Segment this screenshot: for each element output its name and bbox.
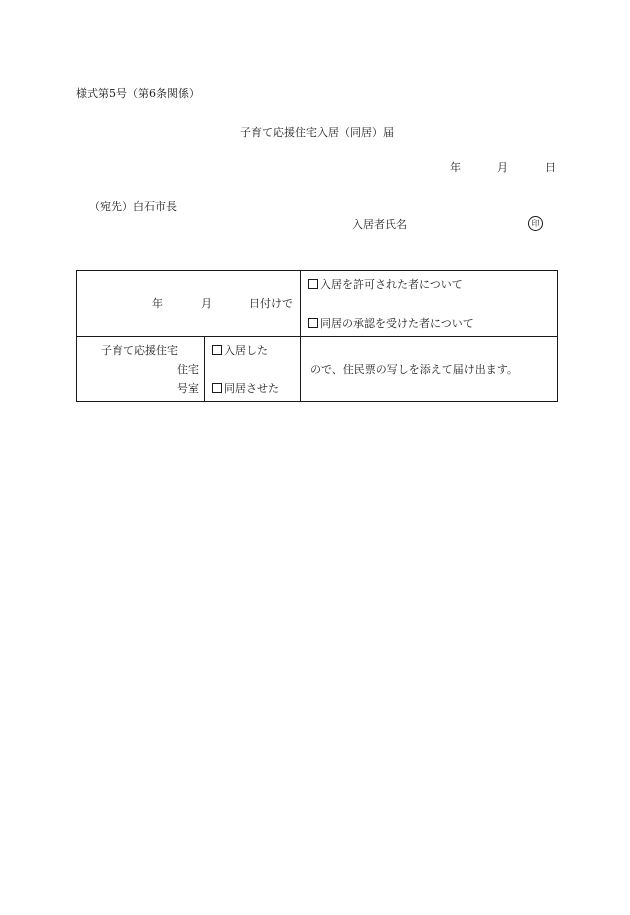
- date-day-label: 日: [545, 161, 556, 174]
- option-approved[interactable]: [308, 317, 474, 330]
- table-row-date: [77, 271, 558, 337]
- date-year-label: 年: [450, 161, 461, 174]
- permit-day-label: 日付けで: [249, 297, 293, 310]
- permit-year-label: 年: [152, 297, 163, 310]
- checkbox-icon[interactable]: [308, 318, 318, 328]
- permit-month-label: 月: [201, 297, 212, 310]
- checkbox-icon[interactable]: [308, 279, 318, 289]
- option-cohabit[interactable]: [212, 382, 279, 395]
- closing-cell: [301, 337, 558, 402]
- option-cohabit-label: 同居させた: [224, 382, 279, 395]
- document-title: 子育て応援住宅入居（同居）届: [240, 126, 394, 139]
- building-label: 住宅: [177, 363, 199, 376]
- closing-statement: ので、住民票の写しを添えて届け出ます。: [310, 363, 518, 376]
- housing-name-label: 子育て応援住宅: [101, 344, 178, 357]
- housing-cell: [77, 337, 205, 402]
- seal-mark: 印: [528, 216, 543, 231]
- status-options-cell: [301, 271, 558, 337]
- notification-table: [76, 270, 558, 402]
- option-permitted-label: 入居を許可された者について: [320, 278, 463, 291]
- option-approved-label: 同居の承認を受けた者について: [320, 317, 474, 330]
- checkbox-icon[interactable]: [212, 383, 222, 393]
- form-number: 様式第5号（第6条関係）: [76, 87, 200, 100]
- action-options-cell: [205, 337, 301, 402]
- option-permitted[interactable]: [308, 278, 463, 291]
- date-month-label: 月: [497, 161, 508, 174]
- addressee: （宛先）白石市長: [89, 200, 177, 213]
- checkbox-icon[interactable]: [212, 345, 222, 355]
- option-moved-in-label: 入居した: [224, 344, 268, 357]
- room-label: 号室: [177, 382, 199, 395]
- applicant-name-label: 入居者氏名: [352, 218, 407, 231]
- date-cell: [77, 271, 301, 337]
- option-moved-in[interactable]: [212, 344, 268, 357]
- table-row-housing: [77, 337, 558, 402]
